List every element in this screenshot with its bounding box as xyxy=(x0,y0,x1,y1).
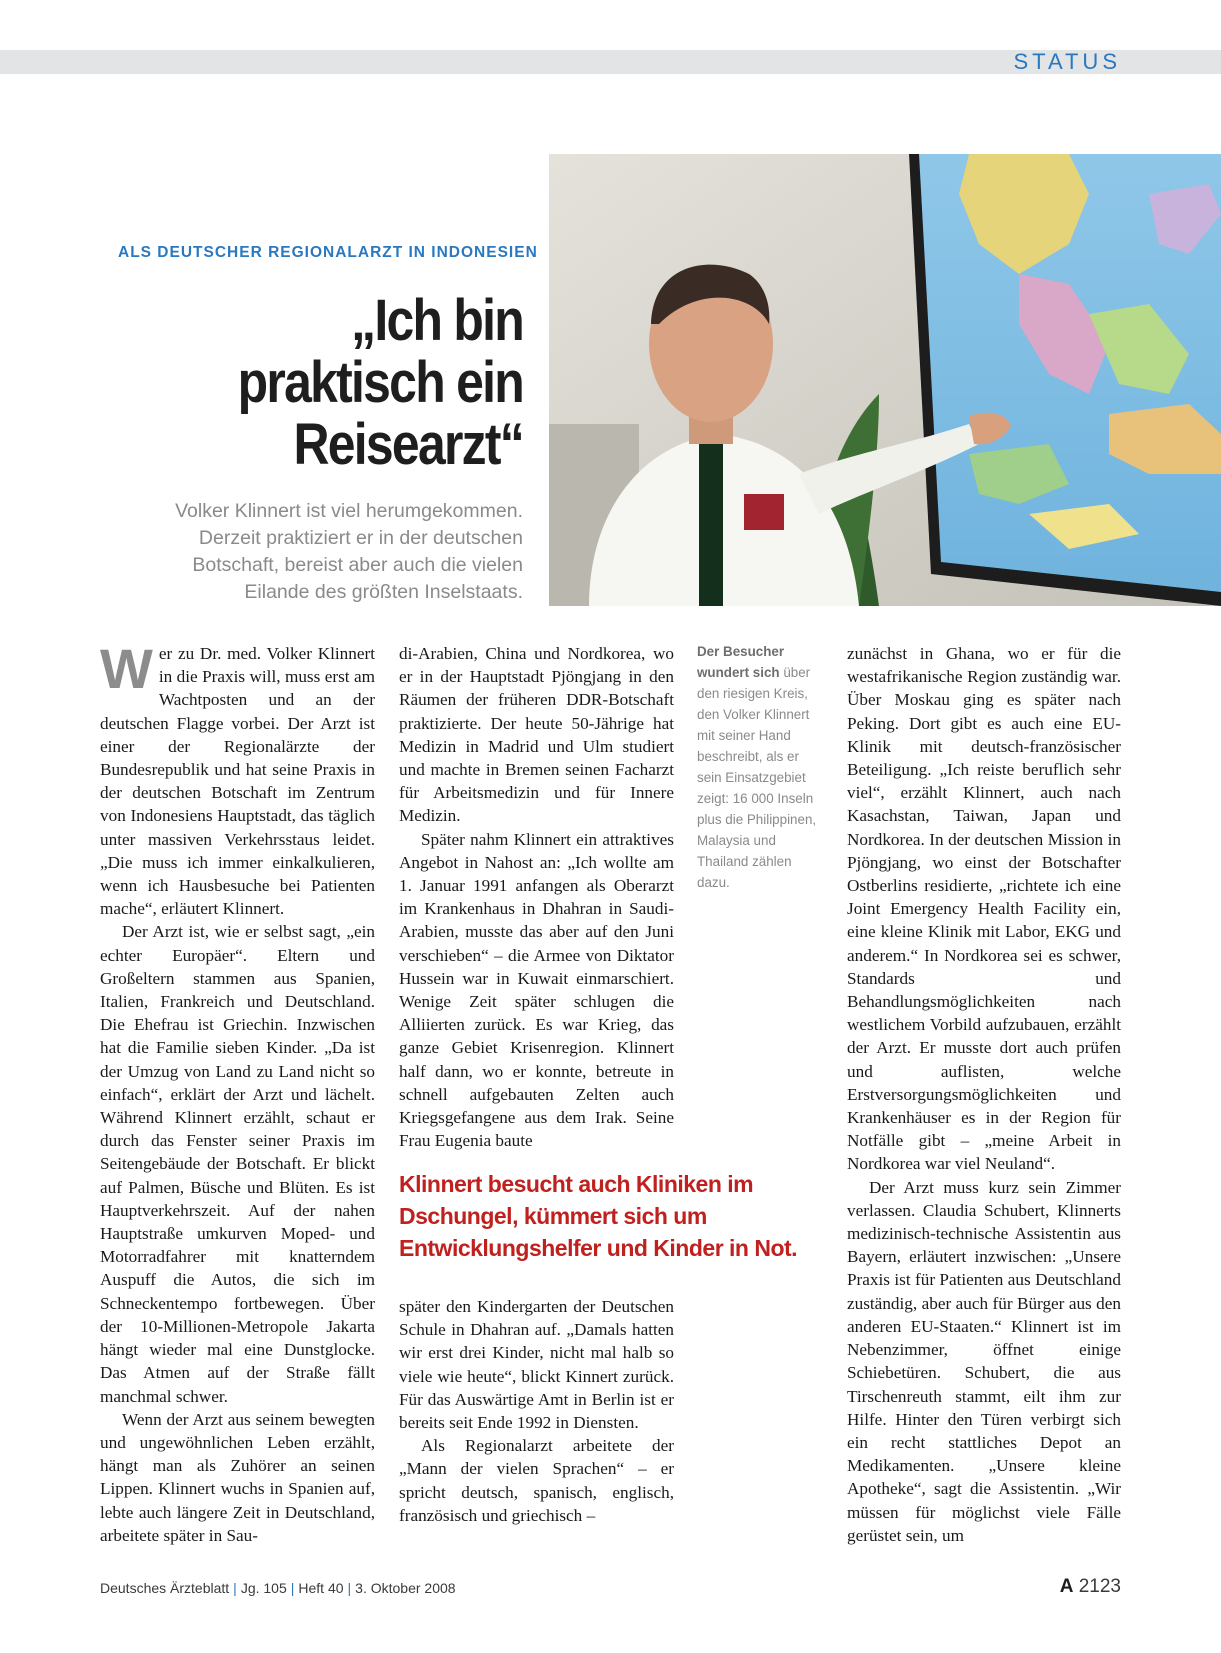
paragraph: Später nahm Klinnert ein attraktives Angebot in Nahost an: „Ich wollte am 1. Januar 1991 anfangen als Oberarzt im Krankenhaus in Dhahran in Saudi-Arabien, musste das aber auf den Juni verschieben“ – die Armee von Diktator Hussein war in Kuwait einmarschiert. Wenige Zeit später schlugen die Alliierten zurück. Es war Krieg, das ganze Gebiet Krisenregion. Klinnert half dann, wo er konnte, betreute in schnell aufgebauten Zelten auch Kriegsgefangene aus dem Irak. Seine Frau Eugenia baute xyxy=(399,829,674,1151)
paragraph: Der Arzt ist, wie er selbst sagt, „ein echter Europäer“. Eltern und Großeltern stammen aus Spanien, Italien, Frankreich und Deutschland. Die Ehefrau ist Griechin. Inzwischen hat die Familie sieben Kinder. „Da ist der Umzug von Land zu Land nicht so einfach“, erklärt der Arzt und lächelt. Während Klinnert erzählt, schaut er durch das Fenster seiner Praxis im Seitengebäude der Botschaft. Er blickt auf Palmen, Büsche und Blüten. Es ist Hauptverkehrszeit. Auf der nahen Hauptstraße umkurven Moped- und Motorradfahrer mit knatterndem Auspuff die Autos, die sich im Schneckentempo fortbewegen. Über der 10-Millionen-Metropole Jakarta hängt wieder mal eine Dunstglocke. Das Atmen auf der Straße fällt manchmal schwer. xyxy=(100,922,375,1406)
paragraph-text: er zu Dr. med. Volker Klinnert in die Praxis will, muss erst am Wachtposten und an der deutschen Flagge vorbei. Der Arzt ist einer der Regionalärzte der Bundesrepublik und hat seine Praxis in der deutschen Botschaft im Zentrum von Indonesiens Hauptstadt, das täglich unter massiven Verkehrsstaus leidet. „Die muss ich immer einkalkulieren, wenn ich Hausbesuche bei Patienten mache“, erläutert Klinnert. xyxy=(100,644,375,919)
pull-quote xyxy=(399,1168,839,1264)
paragraph: Als Regionalarzt arbeitete der „Mann der vielen Sprachen“ – er spricht deutsch, spanisch, englisch, französisch und griechisch – xyxy=(399,1436,674,1525)
article-column-3 xyxy=(847,642,1121,1547)
dropcap: W xyxy=(100,637,153,700)
headline-line: Reisearzt“ xyxy=(293,412,523,477)
paragraph: zunächst in Ghana, wo er für die westafrikanische Region zuständig war. Über Moskau ging es später nach Peking. Dort gibt es auch eine EU-Klinik mit deutsch-französischer Beteiligung. „Ich reiste beruflich sehr viel“, erzählt Klinnert, auch nach Kasachstan, Taiwan, Japan und Nordkorea. In der deutschen Mission in Pjöngjang, wo einst der Botschafter Ostberlins residierte, „richtete ich eine Joint Emergency Health Facility ein, eine kleine Klinik mit Labor, EKG und anderem.“ In Nordkorea sei es schwer, Standards und Behandlungsmöglichkeiten nach westlichem Vorbild aufzubauen, erzählt der Arzt. Er musste dort auch prüfen und auflisten, welche Erstversorgungsmöglichkeiten und Krankenhäuser es in der Region für Notfälle gibt – „meine Arbeit in Nordkorea war viel Neuland“. xyxy=(847,644,1121,1174)
pull-quote-line: Klinnert besucht auch Kliniken im xyxy=(399,1171,754,1197)
article-headline xyxy=(202,290,523,476)
caption-text: über den riesigen Kreis, den Volker Klinnert mit seiner Hand beschreibt, als er sein Einsatzgebiet zeigt: 16 000 Inseln plus die Philippinen, Malaysia und Thailand zählen dazu. xyxy=(697,665,817,890)
article-lede xyxy=(100,498,523,606)
paragraph: Der Arzt muss kurz sein Zimmer verlassen. Claudia Schubert, Klinnerts medizinisch-technische Assistentin aus Bayern, erläutert inzwischen: „Unsere Praxis ist für Patienten aus Deutschland zuständig, aber auch für Bürger aus den anderen EU-Staaten.“ Klinnert ist im Nebenzimmer, öffnet einige Schiebetüren. Schubert, die aus Tirschenreuth stammt, eilt ihm zur Hilfe. Hinter den Türen verbirgt sich ein recht stattliches Depot an Medikamenten. „Unsere kleine Apotheke“, sagt die Assistentin. „Wir müssen für möglichst viele Fälle gerüstet sein, um xyxy=(847,1177,1121,1545)
headline-line: praktisch ein xyxy=(237,350,524,415)
lede-line: Botschaft, bereist aber auch die vielen xyxy=(192,554,523,576)
paragraph: später den Kindergarten der Deutschen Schule in Dhahran auf. „Damals hatten wir erst drei Kinder, nicht mal halb so viele wie heute“, blickt Kinnert zurück. Für das Auswärtige Amt in Berlin ist er bereits seit Ende 1992 in Diensten. xyxy=(399,1297,674,1433)
article-photo xyxy=(549,154,1221,606)
lede-line: Volker Klinnert ist viel herumgekommen. xyxy=(175,500,523,522)
journal-name: Deutsches Ärzteblatt xyxy=(100,1580,230,1596)
issue: Heft 40 xyxy=(298,1580,344,1596)
date: 3. Oktober 2008 xyxy=(355,1580,456,1596)
footer-citation xyxy=(100,1580,456,1596)
article-column-2 xyxy=(399,642,674,1152)
paragraph: Wenn der Arzt aus seinem bewegten und ungewöhnlichen Leben erzählt, hängt man als Zuhörer an seinen Lippen. Klinnert wuchs in Spanien auf, lebte auch längere Zeit in Deutschland, arbeitete später in Sau- xyxy=(100,1409,375,1545)
article-column-2-continued xyxy=(399,1295,674,1527)
paragraph: di-Arabien, China und Nordkorea, wo er in der Hauptstadt Pjöngjang in den Räumen der früheren DDR-Botschaft praktizierte. Der heute 50-Jährige hat Medizin in Madrid und Ulm studiert und machte in Bremen seinen Facharzt für Arbeitsmedizin und für Innere Medizin. xyxy=(399,644,674,826)
caption-lead: Der Besucher wundert sich xyxy=(697,644,785,680)
paragraph xyxy=(100,637,375,920)
article-kicker: ALS DEUTSCHER REGIONALARZT IN INDONESIEN xyxy=(118,244,538,261)
page-prefix: A xyxy=(1059,1576,1074,1597)
lede-line: Derzeit praktiziert er in der deutschen xyxy=(198,527,523,549)
pull-quote-line: Dschungel, kümmert sich um xyxy=(399,1203,707,1229)
section-label: STATUS xyxy=(1013,49,1121,74)
separator: | xyxy=(290,1580,295,1596)
lede-line: Eilande des größten Inselstaats. xyxy=(244,581,523,603)
page-number xyxy=(1060,1576,1121,1598)
photo-illustration xyxy=(549,154,1221,606)
article-column-1 xyxy=(100,637,375,1547)
page-number-value: 2123 xyxy=(1078,1576,1121,1597)
volume: Jg. 105 xyxy=(240,1580,287,1596)
photo-caption xyxy=(697,641,822,893)
headline-line: „Ich bin xyxy=(351,288,523,353)
separator: | xyxy=(233,1580,237,1596)
pull-quote-line: Entwicklungshelfer und Kinder in Not. xyxy=(399,1235,798,1261)
separator: | xyxy=(347,1580,352,1596)
